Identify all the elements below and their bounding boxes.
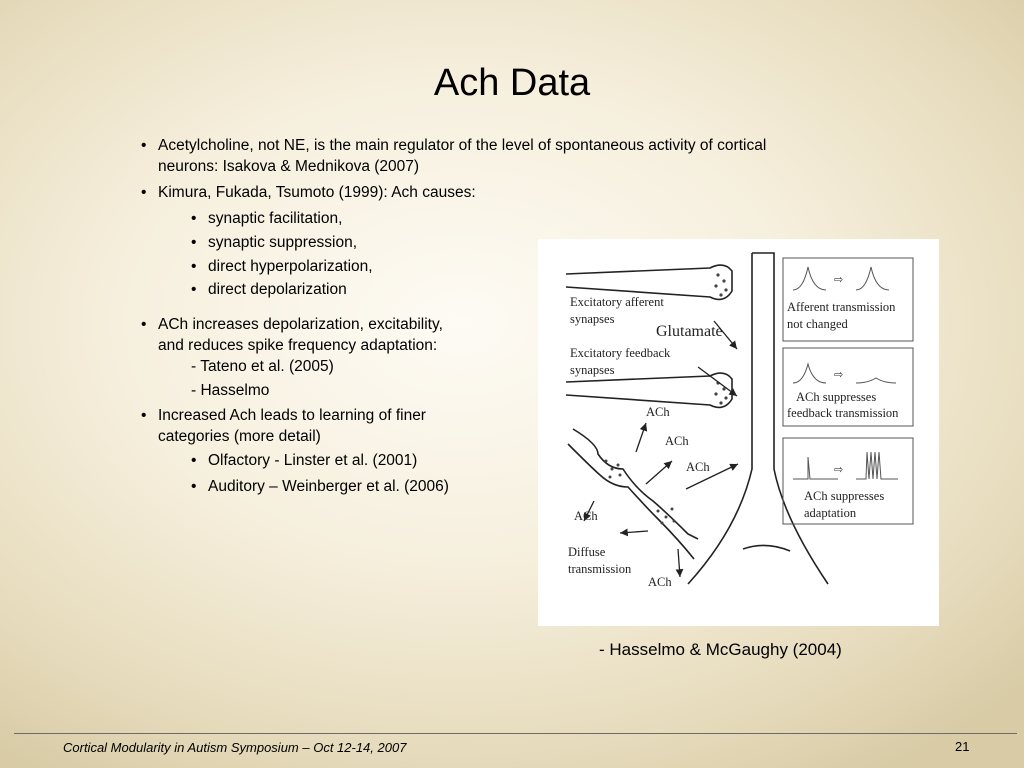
box-label: Afferent transmission (787, 300, 896, 314)
label-ach: ACh (686, 460, 710, 474)
label-ach: ACh (574, 509, 598, 523)
bullet-marker: • (191, 234, 197, 251)
bullet-marker: • (191, 210, 197, 227)
svg-text:⇨: ⇨ (834, 273, 844, 286)
bullet-marker: • (141, 184, 147, 201)
footer-text: Cortical Modularity in Autism Symposium – Oct 12-14, 2007 (63, 740, 407, 755)
label-ach: ACh (665, 434, 689, 448)
footer-divider (14, 733, 1017, 734)
box-label: ACh suppresses (804, 489, 885, 503)
reference-text: - Tateno et al. (2005) (191, 358, 334, 375)
neuron-diagram-figure (538, 239, 939, 626)
bullet-marker: • (191, 478, 197, 495)
label-diffuse: transmission (568, 562, 632, 576)
sub-bullet-text: Auditory – Weinberger et al. (2006) (208, 478, 449, 495)
box-label: ACh suppresses (796, 390, 877, 404)
neuron-diagram (538, 239, 939, 626)
svg-text:⇨: ⇨ (834, 463, 844, 476)
box-label: adaptation (804, 506, 857, 520)
bullet-text: Increased Ach leads to learning of finer (158, 407, 426, 424)
bullet-marker: • (141, 316, 147, 333)
svg-text:⇨: ⇨ (834, 368, 844, 381)
bullet-text: ACh increases depolarization, excitability, (158, 316, 443, 333)
sub-bullet-text: direct hyperpolarization, (208, 258, 373, 275)
figure-caption: - Hasselmo & McGaughy (2004) (599, 640, 842, 659)
bullet-text: neurons: Isakova & Mednikova (2007) (158, 158, 420, 175)
reference-text: - Hasselmo (191, 382, 270, 399)
label-diffuse: Diffuse (568, 545, 606, 559)
label-excitatory-afferent: synapses (570, 312, 615, 326)
label-excitatory-feedback: synapses (570, 363, 615, 377)
bullet-marker: • (141, 407, 147, 424)
bullet-marker: • (191, 452, 197, 469)
slide-title: Ach Data (433, 62, 591, 104)
label-glutamate: Glutamate (656, 323, 723, 340)
label-excitatory-feedback: Excitatory feedback (570, 346, 671, 360)
bullet-text: Kimura, Fukada, Tsumoto (1999): Ach causes: (158, 184, 476, 201)
bullet-text: and reduces spike frequency adaptation: (158, 337, 438, 354)
label-ach: ACh (646, 405, 670, 419)
bullet-marker: • (141, 137, 147, 154)
label-ach: ACh (648, 575, 672, 589)
bullet-marker: • (191, 258, 197, 275)
box-label: feedback transmission (787, 406, 899, 420)
page-number: 21 (955, 739, 970, 754)
bullet-text: categories (more detail) (158, 428, 321, 445)
sub-bullet-text: direct depolarization (208, 281, 347, 298)
box-label: not changed (787, 317, 848, 331)
bullet-text: Acetylcholine, not NE, is the main regulator of the level of spontaneous activity of cortical (158, 137, 767, 154)
sub-bullet-text: synaptic suppression, (208, 234, 358, 251)
label-excitatory-afferent: Excitatory afferent (570, 295, 664, 309)
bullet-marker: • (191, 281, 197, 298)
sub-bullet-text: Olfactory - Linster et al. (2001) (208, 452, 418, 469)
sub-bullet-text: synaptic facilitation, (208, 210, 343, 227)
